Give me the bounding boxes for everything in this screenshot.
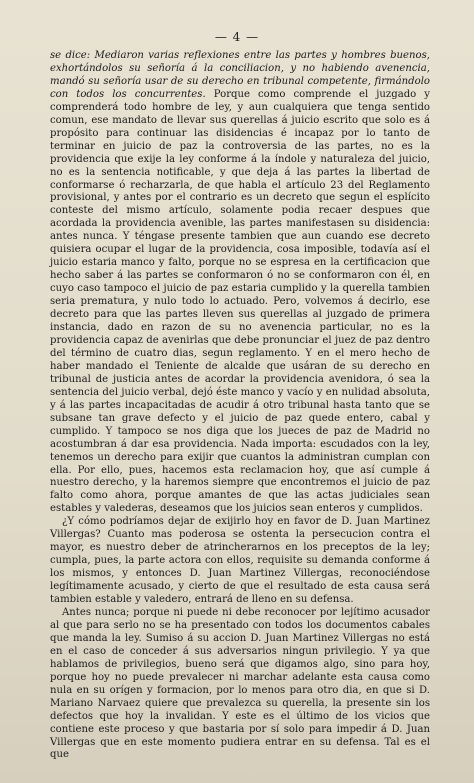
page-number: — 4 — bbox=[214, 30, 260, 44]
page-body bbox=[50, 50, 430, 762]
paragraph-1-text: Porque como comprende el juzgado y comprenderá todo hombre de ley, y aun cualquiera que tenga sentido comun, ese mandato de llevar sus querellas á juicio escrito que solo es á propósito para continuar las disidencias é incapaz por lo tanto de terminar en juicio de paz la controversia de las partes, no es la providencia que exije la ley conforme á la índole y naturaleza del juicio, no es la sentencia notificable, y que deja á las partes la libertad de conformarse ó recharzarla, de que habla el artículo 23 del Reglamento provisional, y antes por el contrario es un decreto que segun el esplícito conteste del mismo artículo, solamente podia recaer despues que acordada la providencia avenible, las partes manifestasen su disidencia: antes nunca. Y téngase presente tambien que aun cuando ese decreto quisiera ocupar el lugar de la providencia, cosa imposible, todavía así el juicio estaria manco y falto, porque no se espresa en la certificacion que hecho saber á las partes se conformaron ó no se conformaron con él, en cuyo caso tampoco el juicio de paz estaria cumplido y la querella tambien seria prematura, y nulo todo lo actuado. Pero, volvemos á decirlo, ese decreto para que las partes lleven sus querellas al juzgado de primera instancia, dado en razon de su no avenencia particular, no es la providencia capaz de avenirlas que debe pronunciar el juez de paz dentro del término de cuatro dias, segun reglamento. Y en el mero hecho de haber mandado el Teniente de alcalde que usáran de su derecho en tribunal de justicia antes de acordar la providencia avenidora, ó sea la sentencia del juicio verbal, dejó éste manco y vacío y en nulidad absoluta, y á las partes incapacitadas de acudir á otro tribunal hasta tanto que se subsane tan grave defecto y el juicio de paz quede entero, cabal y cumplido. Y tampoco se nos diga que los jueces de paz de Madrid no acostumbran á dar esa providencia. Nada importa: escudados con la ley, tenemos un derecho para exijir que cuantos la administran cumplan con ella. Por ello, pues, hacemos esta reclamacion hoy, que así cumple á nuestro derecho, y la haremos siempre que encontremos el juicio de paz falto como ahora, porque amantes de que las actas judiciales sean estables y valederas, deseamos que los juicios sean enteros y cumplidos. bbox=[50, 88, 431, 515]
paragraph-3 bbox=[50, 607, 430, 762]
paragraph-2 bbox=[50, 516, 430, 607]
paragraph-2-text: ¿Y cómo podríamos dejar de exijirlo hoy en favor de D. Juan Martinez Villergas? Cuanto mas poderosa se ostenta la persecucion contra el mayor, es nuestro deber de atrincherarnos en los preceptos de la ley; cumpla, pues, la parte actora con ellos, requisite su demanda conforme á los mismos, y entonces D. Juan Martinez Villergas, reconociéndose legítimamente acusado, y cierto de que el resultado de esta causa será tambien estable y valedero, entrará de lleno en su defensa. bbox=[50, 516, 430, 606]
paragraph-1-italic: se dice: Mediaron varias reflexiones entre las partes y hombres buenos, exhortándolos su señoría á la conciliacion, y no habiendo avenencia, mandó su señoría usar de su derecho en tribunal competente, firmándolo con todos los concurrentes. bbox=[50, 50, 430, 100]
paragraph-1 bbox=[50, 50, 430, 516]
paragraph-3-text: Antes nunca; porque ni puede ni debe reconocer por lejítimo acusador al que para serlo no se ha presentado con todos los documentos cabales que manda la ley. Sumiso á su accion D. Juan Martinez Villergas no está en el caso de conceder á sus adversarios ningun privilegio. Y ya que hablamos de privilegios, bueno será que digamos algo, sino para hoy, porque hoy no puede prevalecer ni marchar adelante esta causa como nula en su orígen y formacion, por lo menos para otro dia, en que si D. Mariano Narvaez quiere que prevalezca su querella, la presente sin los defectos que hoy la invalidan. Y este es el último de los vicios que contiene este proceso y que bastaria por sí solo para impedir á D. Juan Villergas que en este momento pudiera entrar en su defensa. Tal es el que bbox=[50, 606, 430, 761]
